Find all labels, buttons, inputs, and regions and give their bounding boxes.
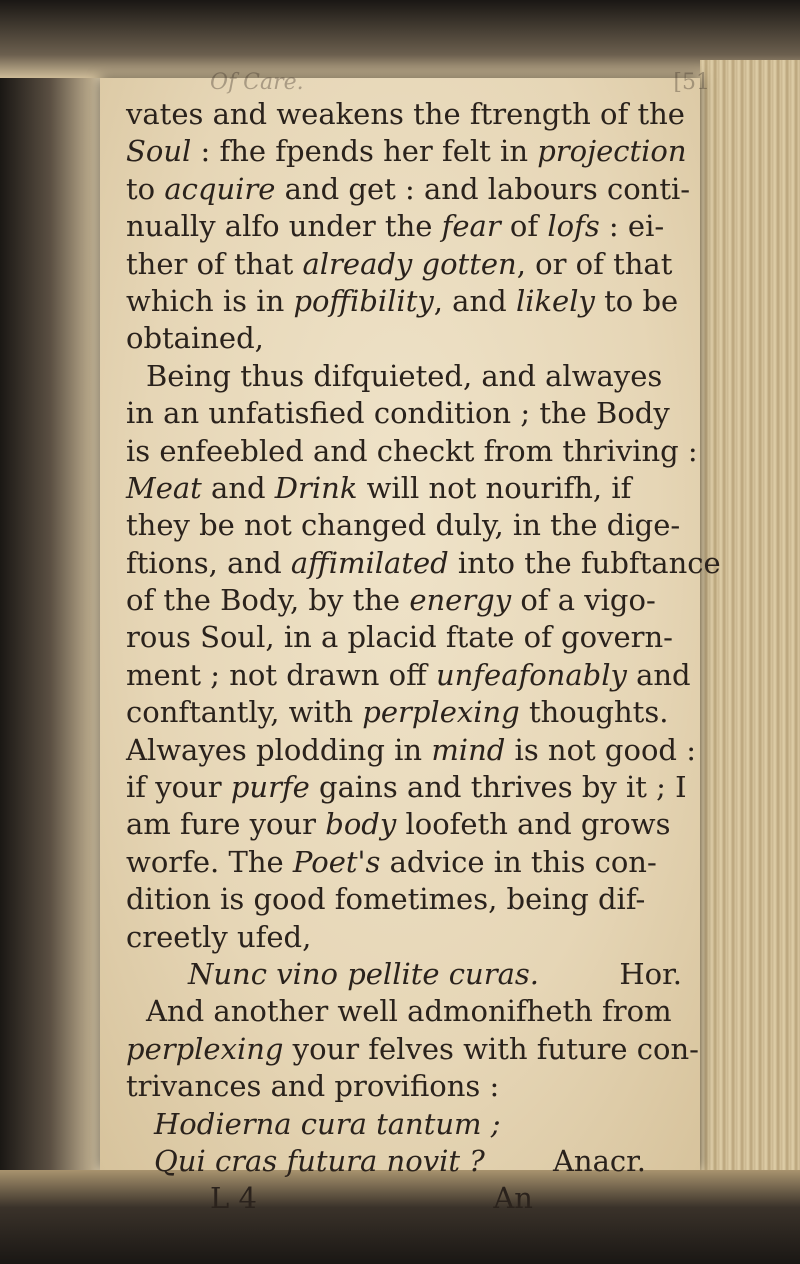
text-segment: , and — [433, 283, 516, 318]
text-segment: your felves with future con- — [283, 1031, 699, 1066]
text-segment: perplexing — [362, 695, 520, 730]
text-segment: is not good : — [505, 732, 696, 767]
after-quote-lines — [126, 993, 699, 1105]
body-line — [126, 320, 690, 357]
body-line — [126, 919, 690, 956]
running-head — [210, 70, 710, 96]
body-line — [126, 171, 690, 208]
quote-horace — [126, 956, 690, 993]
after-line — [126, 993, 690, 1030]
text-segment: Meat — [126, 470, 202, 505]
text-segment: of — [500, 209, 548, 244]
top-edge-shadow — [0, 0, 800, 78]
text-segment: nually alfo under the — [126, 209, 442, 244]
body-line — [126, 358, 690, 395]
body-line — [126, 582, 690, 619]
after-line — [126, 1068, 690, 1105]
text-segment: : fhe fpends her felt in — [191, 134, 538, 169]
text-segment: in an unfatisfied condition ; the Body — [126, 396, 670, 431]
text-segment: dition is good fometimes, being dif- — [126, 882, 646, 917]
body-line — [126, 769, 690, 806]
text-segment: perplexing — [126, 1031, 284, 1066]
text-segment: thoughts. — [519, 695, 669, 730]
text-segment: rous Soul, in a placid ftate of govern- — [126, 620, 673, 655]
running-head-title: Of Care. — [210, 70, 304, 95]
text-segment: am fure your — [126, 807, 326, 842]
quote-anacreon-text2: Qui cras futura novit ? — [154, 1143, 485, 1178]
text-segment: lofs — [547, 209, 600, 244]
text-segment: ment ; not drawn off — [126, 657, 436, 692]
text-segment: and get : and labours conti- — [275, 171, 691, 206]
text-segment: is enfeebled and checkt from thriving : — [126, 433, 698, 468]
text-segment: and — [201, 470, 275, 505]
text-segment: likely — [515, 283, 595, 318]
text-segment: body — [325, 807, 397, 842]
text-segment: conftantly, with — [126, 695, 363, 730]
body-line — [126, 657, 690, 694]
body-line — [126, 395, 690, 432]
quote-anacreon-text1: Hodierna cura tantum ; — [154, 1106, 501, 1141]
text-segment: which is in — [126, 283, 294, 318]
after-line — [126, 1031, 699, 1068]
text-segment: fear — [441, 209, 501, 244]
text-segment: purfe — [230, 770, 310, 805]
text-segment: Drink — [274, 470, 358, 505]
text-segment: trivances and provifions : — [126, 1069, 500, 1104]
text-segment: and — [626, 657, 691, 692]
book-gutter — [0, 40, 100, 1200]
quote-horace-source: Hor. — [619, 956, 682, 991]
running-head-page: [51 — [673, 70, 710, 95]
text-segment: ther of that — [126, 246, 303, 281]
body-line — [126, 694, 690, 731]
body-line — [126, 433, 698, 470]
text-segment: unfeafonably — [435, 657, 627, 692]
text-segment: : ei- — [599, 209, 665, 244]
catchword: An — [493, 1181, 533, 1216]
text-segment: loofeth and grows — [396, 807, 671, 842]
text-segment: Alwayes plodding in — [126, 732, 432, 767]
text-segment: of a vigo- — [511, 583, 656, 618]
text-segment: Being thus difquieted, and alwayes — [146, 358, 663, 393]
quote-anacreon-source: Anacr. — [552, 1143, 646, 1178]
text-segment: if your — [126, 770, 231, 805]
text-segment: worfe. The — [126, 844, 293, 879]
quote-horace-text: Nunc vino pellite curas. — [188, 956, 539, 991]
text-segment: projection — [537, 134, 687, 169]
body-line — [126, 507, 690, 544]
body-line — [126, 208, 690, 245]
page-footer-line — [126, 1180, 690, 1217]
body-line — [126, 283, 690, 320]
text-segment: gains and thrives by it ; I — [309, 770, 687, 805]
body-line — [126, 96, 690, 133]
page-fore-edge — [700, 60, 800, 1190]
body-line — [126, 545, 721, 582]
body-line — [126, 470, 690, 507]
text-segment: creetly ufed, — [126, 919, 312, 954]
body-line — [126, 246, 690, 283]
text-segment: And another well admonifheth from — [146, 994, 672, 1029]
body-lines — [126, 96, 721, 956]
body-line — [126, 133, 690, 170]
text-segment: energy — [409, 583, 512, 618]
body-line — [126, 619, 690, 656]
text-segment: into the fubftance — [448, 545, 721, 580]
text-segment: advice in this con- — [380, 844, 657, 879]
text-segment: affimilated — [290, 545, 449, 580]
body-line — [126, 732, 696, 769]
text-segment: obtained, — [126, 321, 264, 356]
text-segment: mind — [431, 732, 506, 767]
text-segment: will not nourifh, if — [357, 470, 632, 505]
text-segment: , or of that — [516, 246, 673, 281]
quote-anacreon-line2 — [126, 1143, 690, 1180]
text-segment: acquire — [164, 171, 276, 206]
text-segment: poffibility — [293, 283, 434, 318]
body-line — [126, 881, 690, 918]
text-segment: to be — [594, 283, 679, 318]
body-line — [126, 806, 690, 843]
signature-mark: L 4 — [210, 1181, 257, 1216]
page-text — [126, 96, 721, 1218]
text-segment: of the Body, by the — [126, 583, 410, 618]
quote-anacreon-line1 — [126, 1106, 690, 1143]
body-line — [126, 844, 690, 881]
text-segment: Soul — [126, 134, 192, 169]
text-segment: they be not changed duly, in the dige- — [126, 508, 681, 543]
text-segment: ftions, and — [126, 545, 291, 580]
text-segment: vates and weakens the ftrength of the — [126, 97, 685, 131]
text-segment: already gotten — [302, 246, 517, 281]
text-segment: Poet's — [292, 844, 381, 879]
text-segment: to — [126, 171, 165, 206]
